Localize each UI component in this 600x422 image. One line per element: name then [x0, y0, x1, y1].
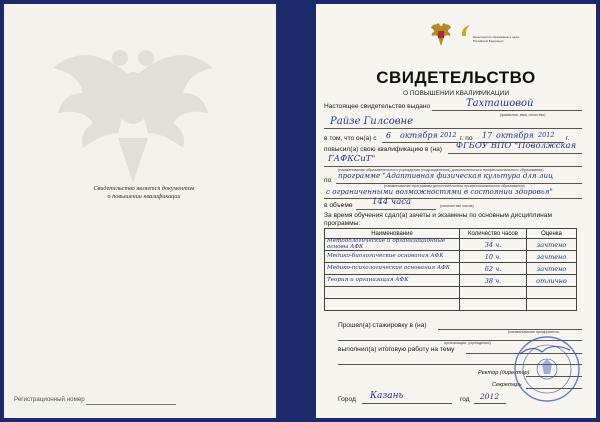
program-line-2-rule [324, 198, 582, 199]
day-from: 6 [386, 131, 392, 140]
surname-value: Тахташовой [466, 98, 534, 109]
subject-hours [460, 287, 527, 299]
volume-value: 144 часа [372, 197, 412, 207]
year-to: 2012 [538, 131, 555, 139]
thesis-label: выполнил(а) итоговую работу на тему [338, 346, 455, 353]
subject-hours: 62 ч. [460, 263, 527, 275]
program-line-1: программе "Адаптивная физическая культура для лиц [338, 171, 554, 180]
month-from: октября [400, 131, 438, 140]
program-caption: (наименование программы дополнительного профессионального образования) [384, 184, 525, 188]
table-row [325, 263, 577, 275]
table-row [325, 275, 577, 287]
registration-number-label: Регистрационный номер [14, 396, 85, 403]
subject-grade [527, 287, 577, 299]
ministry-logo-icon [460, 24, 472, 38]
period-label-1: в том, что он(а) с [324, 135, 377, 142]
document-note-line-1: Свидетельство является документом [93, 185, 195, 192]
fio-caption: (фамилия, имя, отчество) [500, 113, 546, 117]
subject-grade [527, 299, 577, 311]
table-row [325, 299, 577, 311]
ministry-name: Министерство образования и науки Российской Федерации [473, 35, 520, 43]
table-row [325, 251, 577, 263]
city-label: Город [338, 396, 356, 403]
improved-label: повысил(а) свою квалификацию в (на) [324, 146, 442, 153]
double-eagle-watermark-icon [48, 38, 218, 188]
table-header-row [325, 229, 577, 239]
subject-name [325, 299, 460, 311]
issued-to-label: Настоящее свидетельство выдано [324, 103, 431, 110]
institution-line-2-rule [324, 166, 582, 167]
column-header-name: Наименование [325, 229, 460, 239]
volume-line [356, 209, 436, 210]
exams-line-2: программы: [324, 220, 361, 227]
column-header-hours: Количество часов [460, 229, 527, 239]
registration-number-line [86, 404, 176, 405]
volume-label: в объеме [324, 202, 353, 209]
month-to: октября [496, 131, 534, 140]
subjects-table [324, 228, 577, 311]
subject-name [325, 287, 460, 299]
program-label: по [324, 177, 332, 184]
subject-name: Медико-биологические основания АФК [325, 251, 460, 263]
rector-label: Ректор (директор) [478, 370, 530, 376]
internship-label: Прошел(а) стажировку в (на) [338, 322, 427, 329]
subject-hours: 34 ч. [460, 239, 527, 251]
year-label: год [460, 396, 470, 403]
subject-name: Медико-психологические основания АФК [325, 263, 460, 275]
subject-grade: отлично [527, 275, 577, 287]
surname-line [432, 110, 582, 111]
subject-name: Теория и организация АФК [325, 275, 460, 287]
document-subtitle: О ПОВЫШЕНИИ КВАЛИФИКАЦИИ [402, 90, 510, 97]
city-line [362, 403, 452, 404]
exams-line-1: За время обучения сдал(а) зачеты и экзамены по основным дисциплинам [324, 212, 553, 219]
secretary-label: Секретарь [492, 382, 522, 388]
year-suffix: г. [566, 135, 570, 142]
institution-caption: (наименование образовательного учреждения (подразделения) дополнительного профессионального образования) [338, 168, 544, 172]
subject-hours: 38 ч. [460, 275, 527, 287]
document-note-line-2: о повышении квалификации [107, 193, 181, 200]
institution-line-2: ГАФКСиТ" [328, 154, 376, 164]
left-page [4, 4, 276, 418]
subject-grade: зачтено [527, 251, 577, 263]
right-page [316, 4, 596, 418]
document-title: СВИДЕТЕЛЬСТВО [376, 68, 536, 87]
date-from-line [382, 142, 458, 143]
name-patronymic-value: Райзе Гилсовне [330, 116, 414, 127]
volume-caption: (количество часов) [440, 204, 474, 208]
subject-grade: зачтено [527, 263, 577, 275]
subject-hours: 10 ч. [460, 251, 527, 263]
institution-line-1-rule [448, 153, 582, 154]
subject-grade: зачтено [527, 239, 577, 251]
coat-of-arms-icon [430, 22, 452, 48]
table-row [325, 239, 577, 251]
subject-hours [460, 299, 527, 311]
institution-line-1: ФГБОУ ВПО "Поволжская [456, 141, 577, 151]
cover-spine [276, 0, 316, 422]
city-value: Казань [370, 391, 404, 401]
enterprise-caption: (наименование предприятия, [508, 330, 560, 334]
day-to: 17 [482, 131, 493, 140]
table-row [325, 287, 577, 299]
year-from: 2012 [440, 131, 457, 139]
year-value: 2012 [480, 392, 500, 401]
subject-name: Методологические и организационные основы АФК [325, 239, 460, 251]
program-line-2: с ограниченными возможностями в состоянии здоровья" [326, 187, 553, 196]
period-label-2: г. по [460, 135, 473, 142]
official-seal-stamp-icon [512, 334, 582, 404]
column-header-grade: Оценка [527, 229, 577, 239]
name-line [324, 128, 582, 129]
organization-caption: организации, учреждения) [444, 341, 491, 345]
year-line [474, 403, 506, 404]
